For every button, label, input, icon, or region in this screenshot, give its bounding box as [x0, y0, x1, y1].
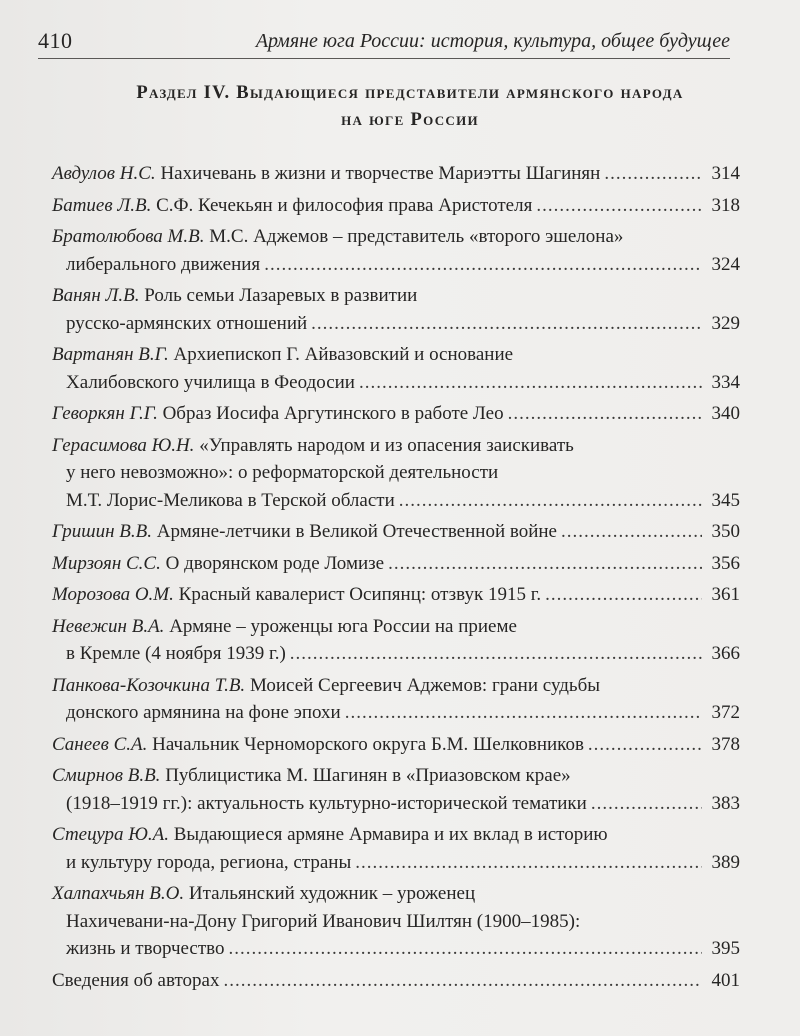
- toc-entry-line: [52, 880, 740, 908]
- toc-entry: [52, 223, 740, 278]
- dot-leader: [561, 518, 702, 546]
- toc-entry-line: [52, 459, 740, 487]
- toc-entry-title: Выдающиеся армяне Армавира и их вклад в историю: [173, 824, 608, 845]
- toc-entry: [52, 400, 740, 428]
- toc-entry-author: Батиев Л.В.: [52, 194, 152, 216]
- toc-entry-page: 389: [711, 851, 740, 873]
- dot-leader: [359, 369, 702, 397]
- toc-entry-page: 395: [711, 938, 740, 959]
- toc-entry-title: либерального движения: [66, 253, 261, 275]
- toc-entry-title: у него невозможно»: о реформаторской деятельности: [66, 462, 499, 483]
- dot-leader: [508, 400, 702, 428]
- toc-entry-title: Роль семьи Лазаревых в развитии: [144, 285, 418, 306]
- toc-entry-line: [52, 432, 740, 460]
- toc-entry-author: Халпахчьян В.О.: [52, 883, 185, 904]
- toc-entry-title: Образ Иосифа Аргутинского в работе Лео: [162, 403, 504, 424]
- toc-entry: [52, 581, 740, 609]
- dot-leader: [388, 550, 702, 578]
- toc-entry-title: Нахичевани-на-Дону Григорий Иванович Шилтян (1900–1985):: [66, 910, 581, 932]
- toc-entry: [52, 282, 740, 337]
- toc-entry-title: Нахичевань в жизни и творчестве Мариэтты Шагинян: [160, 163, 601, 184]
- toc-entry-page: 401: [711, 969, 740, 991]
- dot-leader: [399, 487, 702, 515]
- toc-entry-line: [52, 967, 740, 995]
- toc-entry: [52, 672, 740, 727]
- toc-entry-title: русско-армянских отношений: [66, 312, 308, 334]
- toc-entry-line: [52, 251, 740, 279]
- toc-entry-line: [52, 223, 740, 251]
- toc-entry-author: Морозова О.М.: [52, 584, 174, 605]
- toc-entry-line: [52, 192, 740, 220]
- toc-entry-page: 372: [711, 702, 740, 723]
- toc-entry-title: Армяне – уроженцы юга России на приеме: [169, 615, 517, 637]
- toc-entry: [52, 550, 740, 578]
- toc-entry-title: Начальник Черноморского округа Б.М. Шелковников: [152, 733, 584, 755]
- toc-entry-author: Смирнов В.В.: [52, 765, 161, 786]
- toc-entry-title: донского армянина на фоне эпохи: [66, 702, 341, 723]
- toc-entry-line: [52, 640, 740, 668]
- toc-entry-author: Панкова-Козочкина Т.В.: [52, 674, 246, 696]
- toc-entry-page: 383: [711, 792, 740, 814]
- toc-entry-page: 356: [711, 552, 740, 574]
- toc-entry-title: Красный кавалерист Осипянц: отзвук 1915 г.: [178, 584, 542, 605]
- toc-entry-line: [52, 731, 740, 759]
- toc-entry-page: 334: [711, 371, 740, 393]
- section-heading-line-1: Раздел IV. Выдающиеся представители армянского народа: [136, 83, 684, 103]
- toc-entry-line: [52, 400, 740, 428]
- toc-entry-line: [52, 908, 740, 936]
- table-of-contents: [52, 160, 740, 998]
- toc-entry-title: жизнь и творчество: [66, 938, 225, 959]
- dot-leader: [223, 967, 702, 995]
- toc-entry-page: 324: [711, 253, 740, 275]
- running-title: Армяне юга России: история, культура, общее будущее: [255, 30, 730, 52]
- toc-entry-line: [52, 790, 740, 818]
- toc-entry-page: 366: [711, 643, 740, 664]
- toc-entry-author: Гришин В.В.: [52, 521, 153, 542]
- section-heading: [40, 80, 780, 134]
- toc-entry-author: Вартанян В.Г.: [52, 344, 169, 365]
- dot-leader: [591, 790, 702, 818]
- toc-entry-line: [52, 699, 740, 727]
- toc-entry: [52, 432, 740, 515]
- dot-leader: [355, 849, 702, 877]
- toc-entry: [52, 192, 740, 220]
- toc-entry-title: Халибовского училища в Феодосии: [66, 371, 355, 393]
- toc-entry-line: [52, 160, 740, 188]
- toc-entry-title: и культуру города, региона, страны: [66, 851, 352, 873]
- toc-entry: [52, 762, 740, 817]
- toc-entry-author: Стецура Ю.А.: [52, 824, 169, 845]
- toc-entry-title: Армяне-летчики в Великой Отечественной войне: [156, 521, 557, 542]
- toc-entry-page: 314: [711, 163, 740, 184]
- dot-leader: [345, 699, 702, 727]
- toc-entry-page: 350: [711, 521, 740, 542]
- toc-entry-author: Ванян Л.В.: [52, 285, 140, 306]
- toc-entry-line: [52, 581, 740, 609]
- toc-entry: [52, 160, 740, 188]
- dot-leader: [545, 581, 702, 609]
- dot-leader: [229, 935, 702, 963]
- toc-entry-title: (1918–1919 гг.): актуальность культурно-исторической тематики: [66, 792, 587, 814]
- toc-entry-page: 345: [711, 489, 740, 511]
- toc-entry-page: 318: [711, 194, 740, 216]
- toc-entry-title: М.Т. Лорис-Меликова в Терской области: [66, 489, 395, 511]
- dot-leader: [290, 640, 702, 668]
- toc-entry-page: 340: [711, 403, 740, 424]
- toc-entry-author: Братолюбова М.В.: [52, 226, 205, 247]
- toc-entry-line: [52, 672, 740, 700]
- toc-entry-line: [52, 369, 740, 397]
- toc-entry-title: «Управлять народом и из опасения заискивать: [199, 434, 574, 456]
- toc-entry-author: Геворкян Г.Г.: [52, 403, 158, 424]
- toc-entry-line: [52, 821, 740, 849]
- toc-entry: [52, 967, 740, 995]
- toc-entry-author: Герасимова Ю.Н.: [52, 434, 195, 456]
- section-heading-line-2: на юге России: [341, 110, 479, 130]
- toc-entry: [52, 518, 740, 546]
- toc-entry-page: 378: [711, 733, 740, 755]
- toc-entry-page: 329: [711, 312, 740, 334]
- toc-entry-line: [52, 310, 740, 338]
- toc-entry: [52, 613, 740, 668]
- toc-entry-author: Мирзоян С.С.: [52, 552, 161, 574]
- toc-entry-title: в Кремле (4 ноября 1939 г.): [66, 643, 286, 664]
- toc-entry-title: Архиепископ Г. Айвазовский и основание: [173, 344, 514, 365]
- toc-entry-title: Итальянский художник – уроженец: [188, 883, 476, 904]
- dot-leader: [264, 251, 702, 279]
- toc-entry-line: [52, 613, 740, 641]
- toc-entry-title: Моисей Сергеевич Аджемов: грани судьбы: [249, 674, 601, 696]
- toc-entry-line: [52, 935, 740, 963]
- toc-entry-author: Авдулов Н.С.: [52, 163, 156, 184]
- dot-leader: [588, 731, 702, 759]
- dot-leader: [536, 192, 702, 220]
- toc-entry-author: Санеев С.А.: [52, 733, 148, 755]
- toc-entry-line: [52, 550, 740, 578]
- toc-entry: [52, 821, 740, 876]
- toc-entry-line: [52, 849, 740, 877]
- toc-entry-page: 361: [711, 584, 740, 605]
- toc-entry-title: М.С. Аджемов – представитель «второго эшелона»: [209, 226, 624, 247]
- toc-entry: [52, 880, 740, 963]
- toc-entry: [52, 341, 740, 396]
- toc-entry-title: С.Ф. Кечекьян и философия права Аристотеля: [156, 194, 533, 216]
- toc-entry-line: [52, 518, 740, 546]
- toc-entry: [52, 731, 740, 759]
- toc-entry-line: [52, 341, 740, 369]
- toc-entry-author: Невежин В.А.: [52, 615, 165, 637]
- toc-entry-title: О дворянском роде Ломизе: [165, 552, 385, 574]
- page-number: 410: [38, 28, 73, 53]
- toc-entry-line: [52, 487, 740, 515]
- toc-entry-line: [52, 762, 740, 790]
- dot-leader: [604, 160, 702, 188]
- dot-leader: [311, 310, 702, 338]
- toc-entry-title: Сведения об авторах: [52, 969, 220, 991]
- running-header: [38, 26, 730, 59]
- toc-entry-title: Публицистика М. Шагинян в «Приазовском крае»: [165, 765, 571, 786]
- toc-entry-line: [52, 282, 740, 310]
